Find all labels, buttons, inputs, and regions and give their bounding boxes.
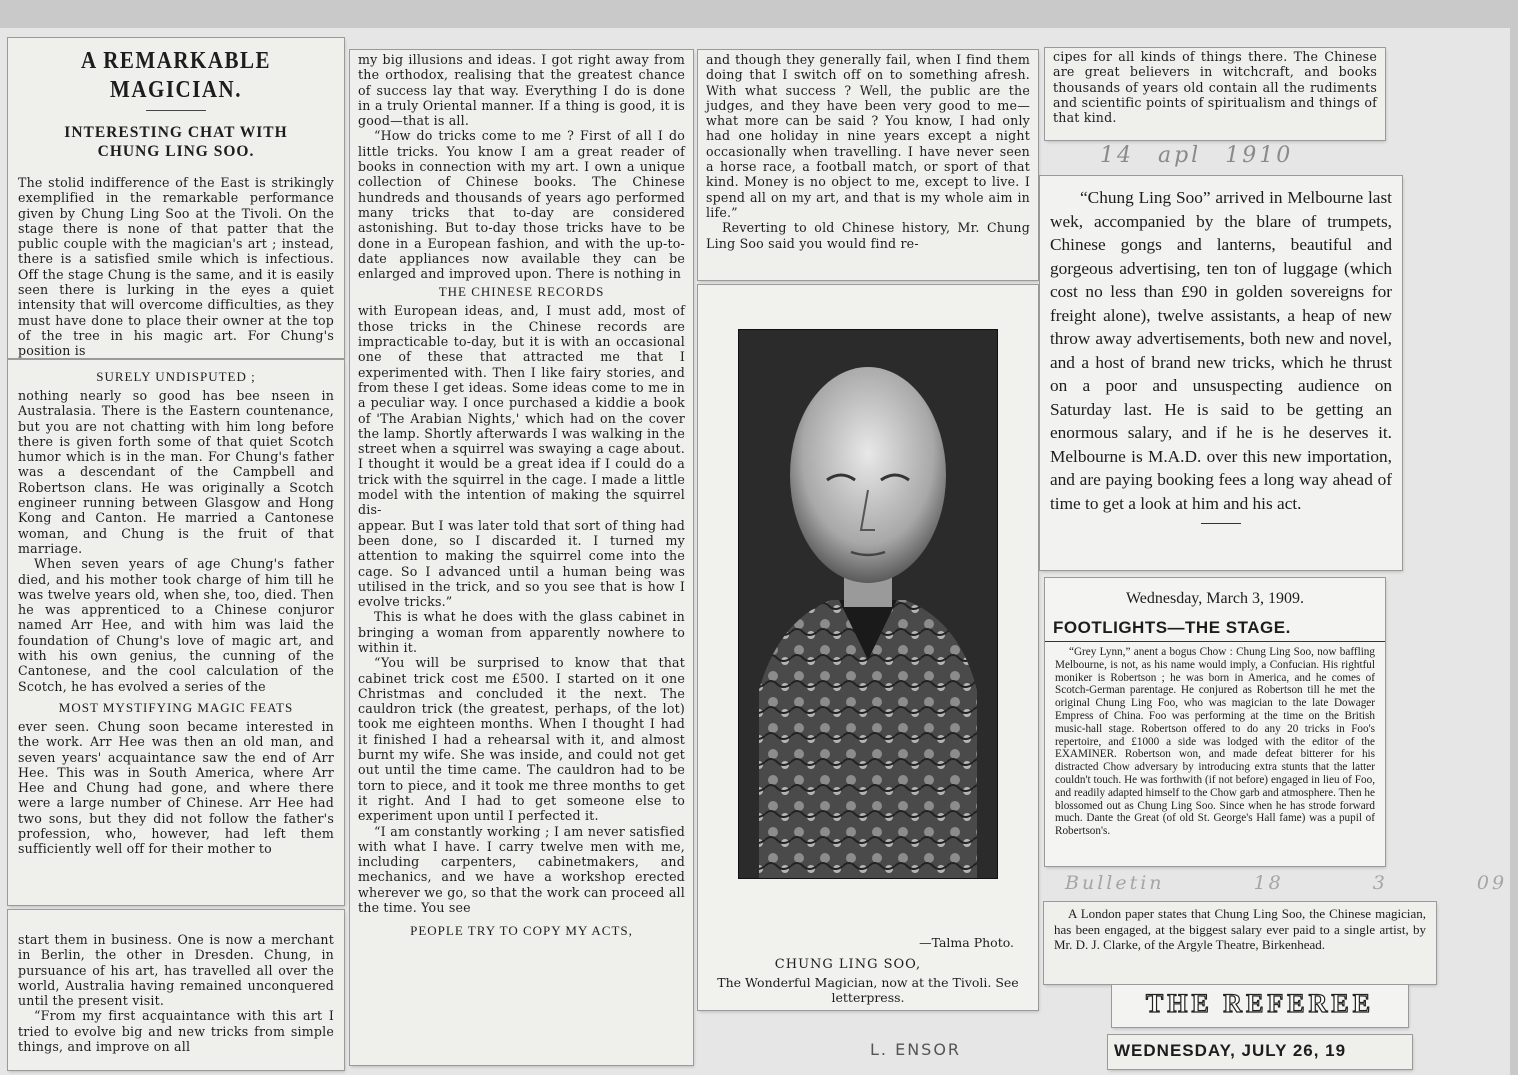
london-clip — [1044, 902, 1436, 984]
photo-caption-text: The Wonderful Magician, now at the Tivoli. See letterpress. — [717, 975, 1019, 1005]
article-column-2 — [350, 50, 693, 1065]
footlights-clip — [1045, 578, 1385, 866]
article-paragraph: Reverting to old Chinese history, Mr. Chung Ling Soo said you would find re- — [706, 220, 1030, 251]
referee-masthead: THE REFEREE — [1145, 989, 1375, 1018]
article-column-4 — [1045, 48, 1385, 140]
article-paragraph: “You will be surprised to know that that cabinet trick cost me £500. I started on it one Christmas and concluded it the next. The cauldron trick (the greatest, perhaps, of the lot) took me eighteen months. When I thought I had it finished I had a rehearsal with it, and almost burnt my wife. She was inside, and could not get out until the time came. The cauldron had to be torn to piece, and it took me three months to get it right. And I had to get someone else to experiment upon until I perfected it. — [358, 655, 685, 824]
article-paragraph: The stolid indifference of the East is strikingly exemplified in the remarkable performance given by Chung Ling Soo at the Tivoli. On the stage there is none of that patter that the public couple with the magician's art ; instead, there is a satisfied smile which is infectious. Off the stage Chung is the same, and it is easily seen there is lurking in the eyes a quiet intensity that will overcome difficulties, as they must have done to place their owner at the top of the tree in his magic art. For Chung's position is — [18, 175, 334, 358]
article-subheadline: INTERESTING CHAT WITH CHUNG LING SOO. — [64, 124, 288, 160]
article-subheading: SURELY UNDISPUTED ; — [96, 369, 256, 384]
headline-rule — [146, 110, 206, 111]
article-paragraph: “From my first acquaintance with this art I tried to evolve big and new tricks from simple things, and improve on all — [18, 1008, 334, 1055]
article-subheading: PEOPLE TRY TO COPY MY ACTS, — [410, 923, 633, 939]
article-subheading: THE CHINESE RECORDS — [438, 284, 605, 300]
article-column-3 — [698, 50, 1038, 280]
article-paragraph: nothing nearly so good has bee nseen in Australasia. There is the Eastern countenance, but you are not chatting with him long before there is given forth some of that quiet Scotch humor which is in the man. For Chung's father was a descendant of the Campbell and Robertson clans. He was originally a Scotch engineer running between Glasgow and Hong Kong and Canton. He married a Cantonese woman, and Chung is the fruit of that marriage. — [18, 388, 334, 556]
owner-signature: L. ENSOR — [870, 1040, 962, 1059]
article-paragraph: “How do tricks come to me ? First of all I do little tricks. You know I am a great reader of books in connection with my art. I own a unique collection of Chinese books. The Chinese hundreds and thousands of years ago performed many tricks that to-day are considered astonishing. But to-day those tricks have to be done in a European fashion, and with the up-to-date appliances now available they can be enlarged and improved upon. There is nothing in — [358, 128, 685, 282]
article-paragraph: This is what he does with the glass cabinet in bringing a woman from apparently nowhere to within it. — [358, 609, 685, 655]
photo-caption-name: CHUNG LING SOO, — [774, 957, 922, 972]
photo-credit: —Talma Photo. — [919, 935, 1014, 950]
referee-masthead-clip — [1112, 985, 1408, 1027]
melbourne-clip — [1040, 176, 1402, 570]
article-column-1-middle — [8, 360, 344, 905]
footlights-headline: FOOTLIGHTS—THE STAGE. — [1053, 618, 1291, 637]
portrait-figure — [739, 330, 997, 878]
article-paragraph: and though they generally fail, when I find them doing that I switch off on to something afresh. With what success ? Well, the public are the judges, and they have been very good to me—what more can be said ? You know, I had only had one holiday in nine years except a night occasionally when travelling. I have never seen a horse race, a football match, or sport of that kind. Money is no object to me, except to live. I spend all on my art, and that is my whole aim in life.” — [706, 52, 1030, 220]
footlights-date: Wednesday, March 3, 1909. — [1125, 590, 1305, 607]
article-paragraph: ever seen. Chung soon became interested in the work. Arr Hee was then an old man, and seven years' acquaintance saw the end of Arr Hee. This was in South America, where Arr Hee and Chung had gone, and where there were a large number of Chinese. Arr Hee had two sons, but they did not follow the father's profession, who, however, had left them sufficiently well off for their mother to — [18, 718, 334, 857]
london-text: A London paper states that Chung Ling Soo, the Chinese magician, has been engaged, at the biggest salary ever paid to a single artist, by Mr. D. J. Clarke, of the Argyle Theatre, Birkenhead. — [1054, 906, 1426, 952]
article-column-1-bottom — [8, 910, 344, 1070]
article-paragraph: When seven years of age Chung's father died, and his mother took charge of him till he was twelve years old, when she, too, died. Then he was apprenticed to a Chinese conjuror named Arr Hee, and with him was laid the foundation of Chung's love of magic art, and with his own genius, the cunning of the Cantonese, and the cool calculation of the Scotch, he has evolved a series of the — [18, 556, 334, 694]
portrait-clip — [698, 285, 1038, 1010]
portrait-photo — [738, 329, 998, 879]
referee-date-clip — [1108, 1035, 1412, 1069]
article-paragraph: my big illusions and ideas. I got right away from the orthodox, realising that the greatest chance of success lay that way. Everything I do is done in a truly Oriental manner. If a thing is good, it is good—that is all. — [358, 52, 685, 129]
referee-date: WEDNESDAY, JULY 26, 19 — [1114, 1041, 1347, 1060]
footlights-text: “Grey Lynn,” anent a bogus Chow : Chung Ling Soo, now baffling Melbourne, is not, as his name would imply, a Confucian. His rightful moniker is Robertson ; he was born in America, and he comes of Scotch-German parentage. He conjured as Robertson till he met the original Chung Ling Foo, who was magician to the late Dowager Empress of China. Foo was performing at the time on the British music-hall stage. Robertson offered to do any 20 tricks in Foo's repertoire, and £1000 a side was lodged with the editor of the EXAMINER. Robertson won, and made defeat bitterer for his distracted Chow adversary by introducing extra stunts that the latter couldn't touch. He was forthwith (if not before) engaged in lieu of Foo, and readily adapted himself to the Chow garb and atmosphere. Then he blossomed out as Chung Ling Soo. Since when he has strode forward much. Dante the Great (of old St. George's Hall fame) was a pupil of Robertson's. — [1055, 646, 1375, 838]
article-paragraph: “I am constantly working ; I am never satisfied with what I have. I carry twelve men with me, including carpenters, cabinetmakers, and mechanics, and we have a workshop erected wherever we go, so that the work can proceed all the time. You see — [358, 823, 685, 916]
article-paragraph: cipes for all kinds of things there. The Chinese are great believers in witchcraft, and books thousands of years old contain all the rudiments and scientific points of spiritualism and things of that kind. — [1053, 49, 1377, 126]
melbourne-text: “Chung Ling Soo” arrived in Melbourne last wek, accompanied by the blare of trumpets, Chinese gongs and lanterns, beautiful and gorgeous advertising, ten ton of luggage (which cost no less than £90 in golden sovereigns for freight alone), twelve assistants, a heap of new throw away advertisements, both new and novel, and a host of brand new tricks, which he thrust on a poor and unsuspecting audience on Saturday last. He is said to be getting an enormous salary, and if he is he deserves it. Melbourne is M.A.D. over this new importation, and are paying booking fees a long way ahead of time to get a look at him and his act. — [1050, 188, 1392, 513]
article-column-1-top — [8, 38, 344, 358]
article-paragraph: with European ideas, and, I must add, most of those tricks in the Chinese records are impracticable to-day, but it is with an occasional one of these that attracted me that I experimented with. Then I like fairy stories, and from these I get ideas. Some ideas come to me in a peculiar way. I once purchased a kiddie a book of 'The Arabian Nights,' which had on the cover the lamp. Shortly afterwards I was walking in the street when a squirrel was swaying a cage about. I thought it would be a great idea if I could do a trick with the squirrel in the cage. I made a little model with the intention of making the squirrel dis- — [358, 303, 685, 518]
article-headline: A REMARKABLE MAGICIAN. — [80, 46, 272, 103]
article-subheading: MOST MYSTIFYING MAGIC FEATS — [58, 699, 294, 715]
article-paragraph: appear. But I was later told that sort of thing had been done, so I discarded it. I turned my attention to making the squirrel come into the cage. So I advanced until a human being was utilised in the trick, and so you see that is how I evolve tricks.” — [358, 517, 685, 610]
clip-rule — [1201, 523, 1241, 524]
handwritten-date: 14 apl 1910 — [1100, 143, 1294, 168]
article-paragraph: start them in business. One is now a merchant in Berlin, the other in Dresden. Chung, in pursuance of his art, has travelled all over the world, Australia having remained unconquered until the present visit. — [18, 932, 334, 1009]
handwritten-bulletin: Bulletin 18 3 09 — [1065, 872, 1508, 894]
